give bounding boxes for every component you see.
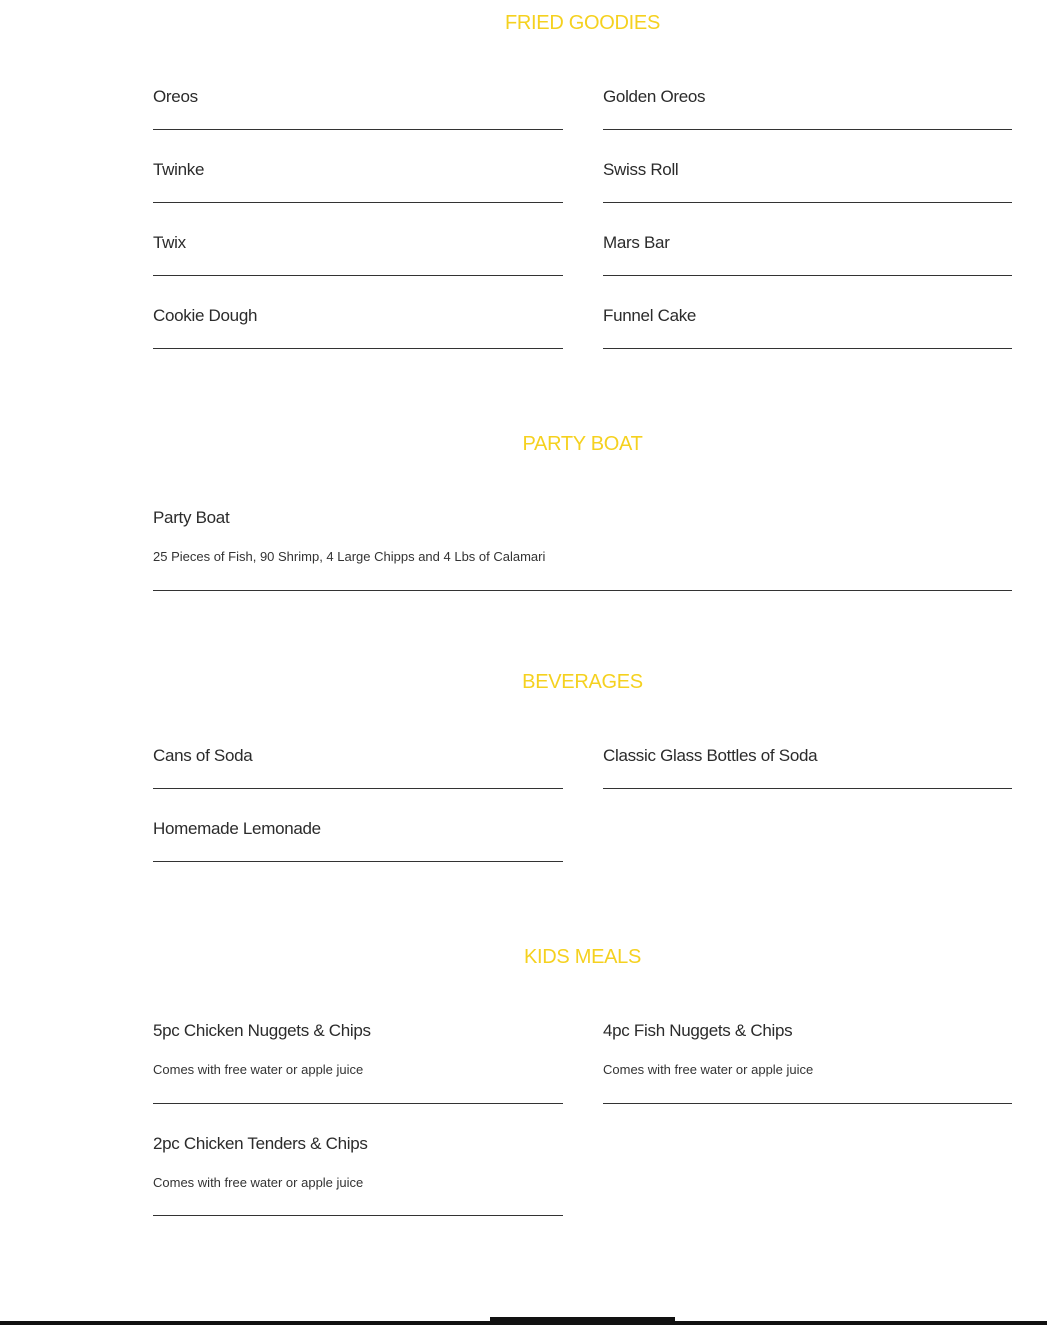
menu-item-name: Cookie Dough xyxy=(153,306,258,325)
menu-item-name: 4pc Fish Nuggets & Chips xyxy=(603,1021,793,1040)
menu-item[interactable] xyxy=(603,87,1012,130)
menu-item[interactable] xyxy=(153,160,563,203)
menu-item-name: Cans of Soda xyxy=(153,746,253,765)
menu-item[interactable] xyxy=(153,508,1012,591)
section-fried-goodies xyxy=(153,12,1012,352)
menu-item-description: Comes with free water or apple juice xyxy=(153,1175,364,1190)
section-beverages xyxy=(153,671,1012,866)
menu-item-name: Swiss Roll xyxy=(603,160,679,179)
menu-item[interactable] xyxy=(153,306,563,349)
menu-item-name: Homemade Lemonade xyxy=(153,819,321,838)
menu-item[interactable] xyxy=(603,233,1012,276)
menu-item-description: Comes with free water or apple juice xyxy=(153,1062,364,1077)
menu-item-name: Golden Oreos xyxy=(603,87,706,106)
section-title: KIDS MEALS xyxy=(523,946,642,968)
menu-item-description: 25 Pieces of Fish, 90 Shrimp, 4 Large Chipps and 4 Lbs of Calamari xyxy=(153,549,546,564)
menu-item-name: Mars Bar xyxy=(603,233,670,252)
menu-item[interactable] xyxy=(603,1021,1012,1104)
section-title: BEVERAGES xyxy=(522,671,643,693)
menu-item[interactable] xyxy=(153,746,563,789)
menu-item[interactable] xyxy=(603,160,1012,203)
menu-item[interactable] xyxy=(153,819,563,862)
menu-item-name: Party Boat xyxy=(153,508,230,527)
menu-item[interactable] xyxy=(153,87,563,130)
menu-item-name: Twix xyxy=(153,233,186,252)
menu-item[interactable] xyxy=(603,306,1012,349)
menu-item-name: Classic Glass Bottles of Soda xyxy=(603,746,818,765)
menu-item-description: Comes with free water or apple juice xyxy=(603,1062,814,1077)
menu-item-name: 5pc Chicken Nuggets & Chips xyxy=(153,1021,371,1040)
section-party-boat xyxy=(153,433,1012,593)
section-title: FRIED GOODIES xyxy=(504,12,660,34)
section-kids-meals xyxy=(153,946,1012,1221)
menu-item-name: Twinke xyxy=(153,160,205,179)
menu-item-name: Oreos xyxy=(153,87,198,106)
menu-item[interactable] xyxy=(153,1021,563,1104)
menu-item[interactable] xyxy=(153,1134,563,1216)
section-title: PARTY BOAT xyxy=(522,433,643,455)
menu-item[interactable] xyxy=(153,233,563,276)
menu-item-name: Funnel Cake xyxy=(603,306,697,325)
menu-item-name: 2pc Chicken Tenders & Chips xyxy=(153,1134,368,1153)
bottom-tab[interactable] xyxy=(490,1317,675,1325)
menu-item[interactable] xyxy=(603,746,1012,789)
